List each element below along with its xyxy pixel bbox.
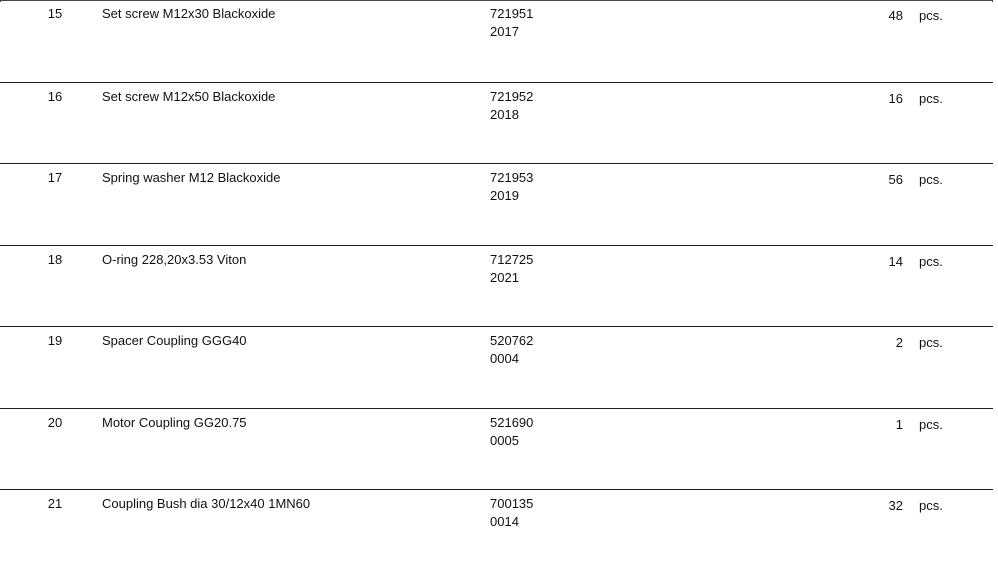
article-number-code: 2019 bbox=[490, 188, 519, 203]
quantity: 56 bbox=[888, 172, 903, 187]
part-description: Coupling Bush dia 30/12x40 1MN60 bbox=[102, 496, 311, 511]
table-row bbox=[0, 82, 993, 164]
position-number: 18 bbox=[47, 251, 63, 267]
position-number: 15 bbox=[47, 6, 63, 21]
article-number-code: 0014 bbox=[490, 514, 519, 529]
quantity: 32 bbox=[888, 498, 903, 513]
article-number-main: 520762 bbox=[490, 333, 534, 348]
article-number-code: 2021 bbox=[490, 269, 519, 285]
table-row bbox=[0, 0, 993, 82]
article-number-main: 700135 bbox=[490, 496, 534, 511]
part-description: Set screw M12x50 Blackoxide bbox=[102, 88, 276, 104]
unit: pcs. bbox=[919, 416, 943, 432]
article-number bbox=[490, 332, 533, 368]
quantity: 16 bbox=[888, 90, 903, 106]
article-number bbox=[490, 169, 533, 205]
unit: pcs. bbox=[919, 335, 943, 350]
quantity: 48 bbox=[888, 8, 903, 23]
unit: pcs. bbox=[919, 253, 943, 269]
position-number: 16 bbox=[47, 88, 63, 104]
position-number: 20 bbox=[47, 414, 63, 430]
unit: pcs. bbox=[919, 172, 943, 187]
article-number-main: 712725 bbox=[490, 251, 534, 267]
article-number-code: 2017 bbox=[490, 24, 519, 39]
article-number-code: 2018 bbox=[490, 106, 519, 122]
part-description: O-ring 228,20x3.53 Viton bbox=[102, 251, 247, 267]
article-number-main: 721951 bbox=[490, 6, 534, 21]
article-number bbox=[490, 88, 533, 124]
unit: pcs. bbox=[919, 90, 943, 106]
quantity: 1 bbox=[895, 416, 903, 432]
article-number-main: 521690 bbox=[490, 414, 534, 430]
part-description: Spacer Coupling GGG40 bbox=[102, 333, 247, 348]
article-number bbox=[490, 414, 533, 450]
article-number-main: 721953 bbox=[490, 170, 534, 185]
article-number-code: 0004 bbox=[490, 351, 519, 366]
table-row bbox=[0, 408, 993, 490]
article-number-code: 0005 bbox=[490, 432, 519, 448]
part-description: Set screw M12x30 Blackoxide bbox=[102, 6, 276, 21]
position-number: 19 bbox=[47, 333, 63, 348]
article-number bbox=[490, 5, 533, 41]
unit: pcs. bbox=[919, 8, 943, 23]
position-number: 21 bbox=[47, 496, 63, 511]
quantity: 14 bbox=[888, 253, 903, 269]
position-number: 17 bbox=[47, 170, 63, 185]
table-row bbox=[0, 163, 993, 245]
table-row bbox=[0, 489, 993, 571]
article-number bbox=[490, 251, 533, 287]
part-description: Motor Coupling GG20.75 bbox=[102, 414, 247, 430]
table-row bbox=[0, 245, 993, 327]
article-number-main: 721952 bbox=[490, 88, 534, 104]
table-row bbox=[0, 326, 993, 408]
article-number bbox=[490, 495, 533, 531]
unit: pcs. bbox=[919, 498, 943, 513]
quantity: 2 bbox=[895, 335, 903, 350]
part-description: Spring washer M12 Blackoxide bbox=[102, 170, 281, 185]
